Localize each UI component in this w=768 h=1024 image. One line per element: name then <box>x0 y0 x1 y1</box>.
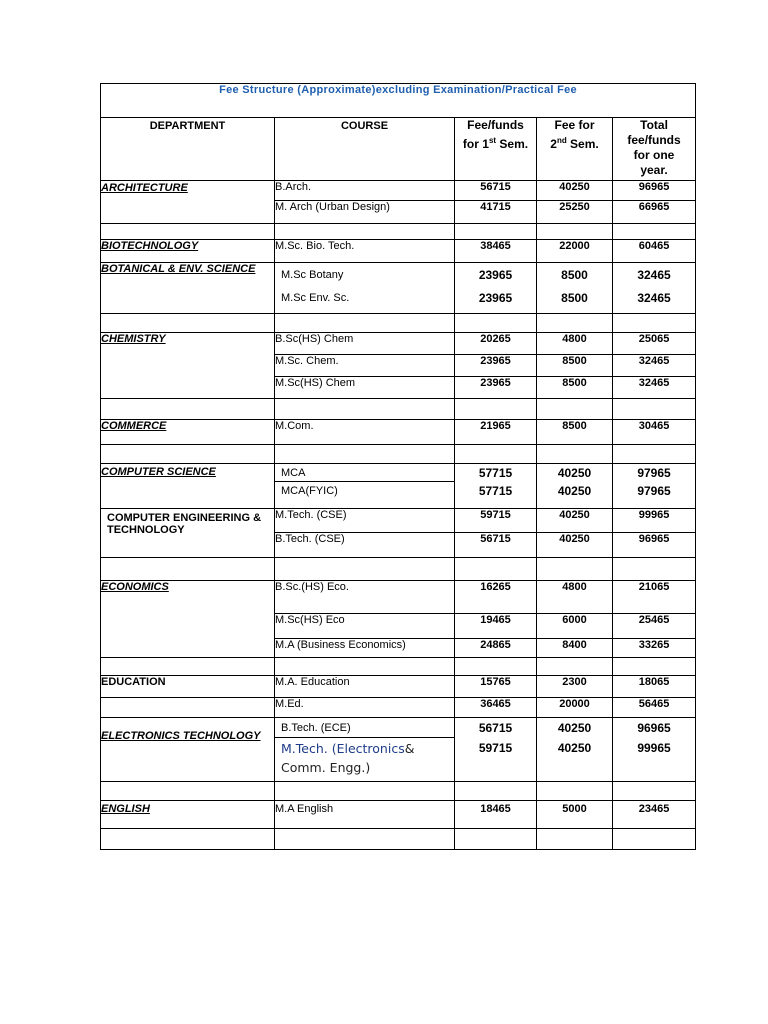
fee-total: 32465 <box>613 377 696 399</box>
course-name-handwritten: M.Tech. (Electronics& Comm. Engg.) <box>281 741 415 775</box>
course-cell: M.A. Education <box>275 676 455 698</box>
fee-first-sem: 23965 <box>455 355 537 377</box>
fee-total: 33265 <box>613 639 696 658</box>
fee-second-sem: 40250 40250 <box>537 718 613 782</box>
fee-second-sem: 22000 <box>537 240 613 263</box>
dept-chemistry: CHEMISTRY <box>101 333 275 399</box>
course-cell: B.Sc.(HS) Eco. <box>275 581 455 614</box>
fee-total: 99965 <box>613 509 696 533</box>
table-row <box>101 240 696 263</box>
fee-total: 56465 <box>613 698 696 718</box>
fee-first-sem: 20265 <box>455 333 537 355</box>
empty-dept-cell <box>101 698 275 718</box>
course-cell: M.Tech. (CSE) <box>275 509 455 533</box>
header-fee-first-sem: Fee/funds for 1st Sem. <box>455 118 537 181</box>
table-title: Fee Structure (Approximate)excluding Examination/Practical Fee <box>101 84 696 118</box>
course-name: MCA(FYIC) <box>281 484 338 497</box>
header-department: DEPARTMENT <box>101 118 275 181</box>
course-cell: B.Sc(HS) Chem <box>275 333 455 355</box>
course-name: B.Tech. (ECE) <box>281 721 351 734</box>
fee-total: 32465 <box>613 355 696 377</box>
fee-second-sem: 40250 40250 <box>537 464 613 509</box>
spacer-row <box>101 314 696 333</box>
dept-electronics-technology: ELECTRONICS TECHNOLOGY <box>101 718 275 782</box>
table-row <box>101 509 696 533</box>
fee-total: 23465 <box>613 801 696 829</box>
course-cell <box>275 464 455 509</box>
course-cell: M.Ed. <box>275 698 455 718</box>
course-name: MCA <box>281 466 306 479</box>
fee-second-sem: 8500 <box>537 420 613 445</box>
spacer-row <box>101 445 696 464</box>
spacer-row <box>101 829 696 850</box>
course-cell: M.A (Business Economics) <box>275 639 455 658</box>
fee-second-sem: 5000 <box>537 801 613 829</box>
dept-education: EDUCATION <box>101 676 275 698</box>
dept-economics: ECONOMICS <box>101 581 275 658</box>
header-course: COURSE <box>275 118 455 181</box>
table-row <box>101 464 696 509</box>
fee-second-sem: 40250 <box>537 181 613 201</box>
fee-total: 66965 <box>613 201 696 224</box>
fee-total: 96965 <box>613 533 696 558</box>
course-cell: M.Sc(HS) Chem <box>275 377 455 399</box>
course-cell: M.A English <box>275 801 455 829</box>
fee-first-sem: 57715 57715 <box>455 464 537 509</box>
fee-second-sem: 4800 <box>537 333 613 355</box>
spacer-row <box>101 558 696 581</box>
header-row <box>101 118 696 181</box>
fee-first-sem: 56715 59715 <box>455 718 537 782</box>
spacer-row <box>101 658 696 676</box>
table-row <box>101 718 696 782</box>
fee-first-sem: 21965 <box>455 420 537 445</box>
fee-total: 97965 97965 <box>613 464 696 509</box>
fee-first-sem: 59715 <box>455 509 537 533</box>
course-cell: B.Tech. (CSE) <box>275 533 455 558</box>
spacer-row <box>101 399 696 420</box>
course-cell <box>275 718 455 782</box>
fee-second-sem: 8500 <box>537 377 613 399</box>
table-row <box>101 698 696 718</box>
fee-total: 25465 <box>613 614 696 639</box>
table-row <box>101 181 696 201</box>
table-row <box>101 333 696 355</box>
fee-total: 18065 <box>613 676 696 698</box>
fee-first-sem: 18465 <box>455 801 537 829</box>
fee-first-sem: 38465 <box>455 240 537 263</box>
dept-biotechnology: BIOTECHNOLOGY <box>101 240 275 263</box>
course-cell: M. Arch (Urban Design) <box>275 201 455 224</box>
title-row <box>101 84 696 118</box>
course-name: M.Sc Env. Sc. <box>281 292 350 304</box>
spacer-row <box>101 224 696 240</box>
dept-computer-science: COMPUTER SCIENCE <box>101 464 275 509</box>
course-cell: M.Sc(HS) Eco <box>275 614 455 639</box>
fee-total: 21065 <box>613 581 696 614</box>
table-row <box>101 801 696 829</box>
course-cell: B.Arch. <box>275 181 455 201</box>
fee-first-sem: 24865 <box>455 639 537 658</box>
fee-first-sem: 41715 <box>455 201 537 224</box>
fee-second-sem: 8500 <box>537 355 613 377</box>
fee-first-sem: 23965 23965 <box>455 263 537 314</box>
fee-second-sem: 40250 <box>537 509 613 533</box>
course-cell: M.Sc. Chem. <box>275 355 455 377</box>
fee-second-sem: 40250 <box>537 533 613 558</box>
fee-total: 30465 <box>613 420 696 445</box>
fee-second-sem: 8400 <box>537 639 613 658</box>
course-cell: M.Com. <box>275 420 455 445</box>
fee-second-sem: 4800 <box>537 581 613 614</box>
fee-first-sem: 16265 <box>455 581 537 614</box>
fee-total: 25065 <box>613 333 696 355</box>
fee-first-sem: 36465 <box>455 698 537 718</box>
fee-second-sem: 25250 <box>537 201 613 224</box>
table-row <box>101 263 696 314</box>
fee-first-sem: 56715 <box>455 533 537 558</box>
fee-second-sem: 20000 <box>537 698 613 718</box>
fee-total: 96965 <box>613 181 696 201</box>
fee-first-sem: 19465 <box>455 614 537 639</box>
fee-first-sem: 15765 <box>455 676 537 698</box>
table-row <box>101 581 696 614</box>
fee-first-sem: 23965 <box>455 377 537 399</box>
spacer-row <box>101 782 696 801</box>
table-row <box>101 676 696 698</box>
dept-architecture: ARCHITECTURE <box>101 181 275 224</box>
fee-second-sem: 6000 <box>537 614 613 639</box>
dept-english: ENGLISH <box>101 801 275 829</box>
fee-second-sem: 8500 8500 <box>537 263 613 314</box>
course-cell: M.Sc. Bio. Tech. <box>275 240 455 263</box>
fee-structure-table <box>100 83 696 850</box>
dept-commerce: COMMERCE <box>101 420 275 445</box>
course-cell <box>275 263 455 314</box>
fee-total: 32465 32465 <box>613 263 696 314</box>
table-row <box>101 420 696 445</box>
header-total: Total fee/funds for one year. <box>613 118 696 181</box>
dept-botanical-env-science: BOTANICAL & ENV. SCIENCE <box>101 263 275 314</box>
fee-total: 60465 <box>613 240 696 263</box>
fee-first-sem: 56715 <box>455 181 537 201</box>
dept-computer-engineering: COMPUTER ENGINEERING & TECHNOLOGY <box>101 509 275 558</box>
header-fee-second-sem: Fee for 2nd Sem. <box>537 118 613 181</box>
course-name: M.Sc Botany <box>281 269 344 281</box>
fee-second-sem: 2300 <box>537 676 613 698</box>
fee-total: 96965 99965 <box>613 718 696 782</box>
